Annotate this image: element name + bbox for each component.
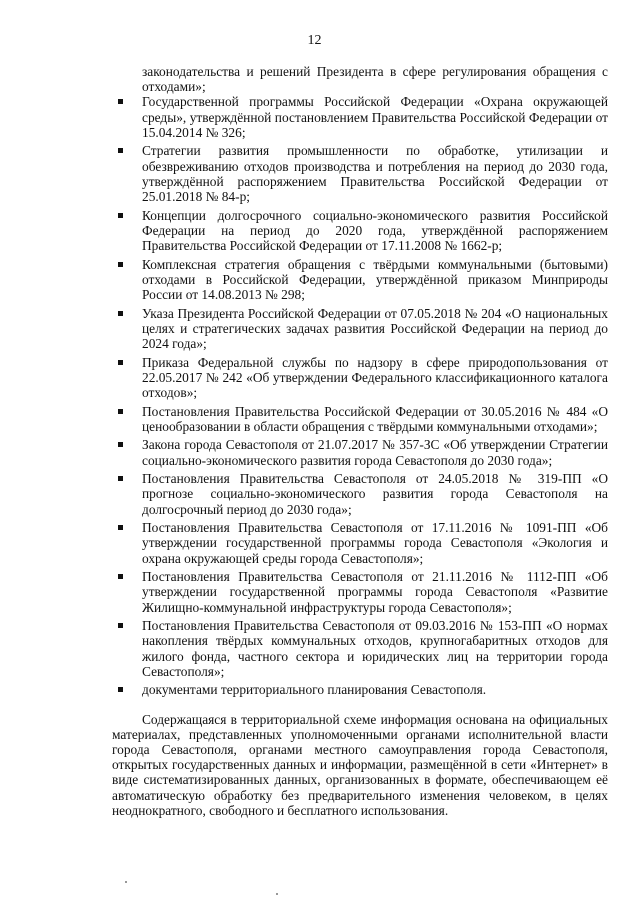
square-bullet-icon [118,360,123,365]
list-item [112,569,608,615]
list-item [112,94,608,140]
square-bullet-icon [118,99,123,104]
page-number: 12 [307,33,322,48]
document-body [112,64,608,818]
list-item-text: Указа Президента Российской Федерации от 07.05.2018 № 204 «О национальных целях и стратегических задачах развития Российской Федерации на период до 2024 года»; [142,305,608,352]
list-item [112,257,608,303]
list-item-text: Государственной программы Российской Федерации «Охрана окружающей среды», утверждённой постановлением Правительства Российской Федерации от 15.04.2014 № 326; [142,94,608,140]
list-item-text: Постановления Правительства Российской Федерации от 30.05.2016 № 484 «О ценообразовании в области обращения с твёрдыми коммунальными отходами»; [142,403,608,434]
list-item [112,437,608,467]
list-item [112,306,608,352]
square-bullet-icon [118,442,123,447]
list-item [112,471,608,517]
square-bullet-icon [118,687,123,692]
list-item [112,682,608,697]
scan-speck [276,893,278,895]
list-item-text: Закона города Севастополя от 21.07.2017 № 357-ЗС «Об утверждении Стратегии социально-экономического развития города Севастополя до 2030 года»; [142,437,608,468]
list-item-text: Постановления Правительства Севастополя от 17.11.2016 № 1091-ПП «Об утверждении государственной программы города Севастополя «Экология и охрана окружающей среды города Севастополя»; [142,520,608,566]
list-item [112,618,608,679]
square-bullet-icon [118,262,123,267]
square-bullet-icon [118,148,123,153]
list-item-text: Концепции долгосрочного социально-экономического развития Российской Федерации на период до 2020 года, утверждённой распоряжением Правительства Российской Федерации от 17.11.2008 № 1662-р; [142,207,608,254]
list-item [112,520,608,566]
list-item-text: Стратегии развития промышленности по обработке, утилизации и обезвреживанию отходов производства и потребления на период до 2030 года, утверждённой распоряжением Правительства Российской Федерации от 25.01.2018 № 84-р; [142,143,608,205]
list-item [112,143,608,204]
list-item-text: Постановления Правительства Севастополя от 21.11.2016 № 1112-ПП «Об утверждении государственной программы города Севастополя «Развитие Жилищно-коммунальной инфраструктуры города Севастополя»; [142,569,608,615]
legal-basis-list [112,94,608,697]
square-bullet-icon [118,409,123,414]
square-bullet-icon [118,623,123,628]
square-bullet-icon [118,311,123,316]
square-bullet-icon [118,525,123,530]
square-bullet-icon [118,476,123,481]
closing-paragraph: Содержащаяся в территориальной схеме информация основана на официальных материалах, представленных уполномоченными органами исполнительной власти города Севастополя, органами местного самоуправления города Севастополя, открытых государственных данных и информации, размещённой в сети «Интернет» в виде систематизированных данных, организованных в формате, обеспечивающем её автоматическую обработку без предварительного изменения человеком, в целях неоднократного, свободного и бесплатного использования. [112,711,608,818]
list-item [112,355,608,401]
list-item [112,404,608,434]
list-item-text: Постановления Правительства Севастополя от 09.03.2016 № 153-ПП «О нормах накопления твёрдых коммунальных отходов, крупногабаритных отходов для жилого фонда, частного сектора и юридических лиц на территории города Севастополя»; [142,618,608,679]
list-item-text: Постановления Правительства Севастополя от 24.05.2018 № 319-ПП «О прогнозе социально-экономического развития города Севастополя на долгосрочный период до 2030 года»; [142,471,608,517]
list-item-text: Приказа Федеральной службы по надзору в сфере природопользования от 22.05.2017 № 242 «Об утверждении Федерального классификационного каталога отходов»; [142,354,608,401]
square-bullet-icon [118,213,123,218]
square-bullet-icon [118,574,123,579]
continuation-paragraph: законодательства и решений Президента в сфере регулирования обращения с отходами»; [142,64,608,95]
list-item-text: Комплексная стратегия обращения с твёрдыми коммунальными (бытовыми) отходами в Российской Федерации, утверждённой приказом Минприроды России от 14.08.2013 № 298; [142,256,608,303]
scan-speck [125,881,127,883]
list-item [112,208,608,254]
list-item-text: документами территориального планирования Севастополя. [142,682,487,698]
